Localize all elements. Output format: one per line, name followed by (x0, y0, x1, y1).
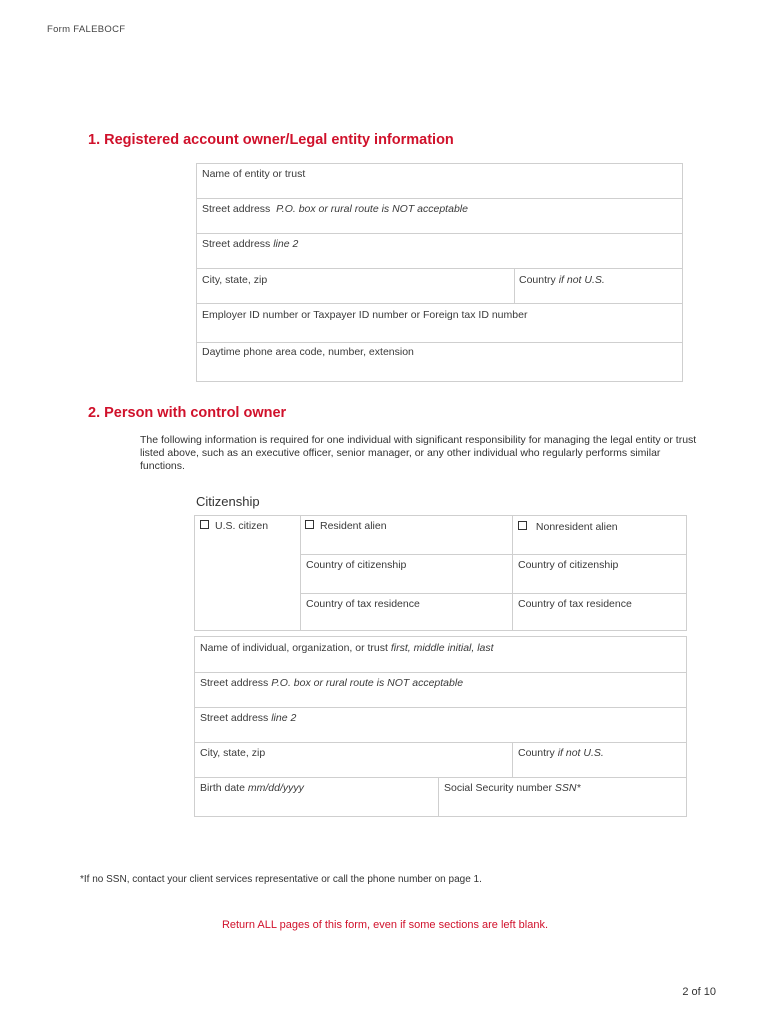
checkbox-icon[interactable] (518, 521, 527, 530)
entity-city-field[interactable]: City, state, zip (202, 274, 268, 286)
nonresident-tax-country-field[interactable]: Country of tax residence (518, 598, 632, 610)
divider (300, 593, 687, 594)
person-name-field[interactable]: Name of individual, organization, or trust first, middle initial, last (200, 642, 494, 654)
us-citizen-option[interactable]: U.S. citizen (200, 520, 268, 532)
entity-street-field[interactable]: Street address P.O. box or rural route is NOT acceptable (202, 203, 468, 215)
divider (194, 672, 687, 673)
section2-intro: The following information is required for one individual with significant responsibility for managing the legal entity or trust listed above, such as an executive officer, senior manager, or any other individual who regularly performs similar functions. (140, 434, 697, 472)
entity-street2-field[interactable]: Street address line 2 (202, 238, 299, 250)
entity-ein-field[interactable]: Employer ID number or Taxpayer ID number or Foreign tax ID number (202, 309, 528, 321)
nonresident-alien-option[interactable]: Nonresident alien (518, 521, 618, 533)
ssn-field[interactable]: Social Security number SSN* (444, 782, 581, 794)
divider (438, 777, 439, 817)
entity-name-field[interactable]: Name of entity or trust (202, 168, 306, 180)
page-number: 2 of 10 (682, 986, 716, 998)
return-note: Return ALL pages of this form, even if some sections are left blank. (221, 919, 549, 931)
entity-country-field[interactable]: Country if not U.S. (519, 274, 605, 286)
section1-title: 1. Registered account owner/Legal entity information (88, 132, 454, 148)
resident-tax-country-field[interactable]: Country of tax residence (306, 598, 420, 610)
divider (194, 777, 687, 778)
divider (512, 515, 513, 631)
citizenship-title: Citizenship (196, 494, 260, 509)
resident-citizenship-country-field[interactable]: Country of citizenship (306, 559, 407, 571)
form-id: Form FALEBOCF (47, 24, 126, 35)
person-street-field[interactable]: Street address P.O. box or rural route is NOT acceptable (200, 677, 464, 689)
checkbox-icon[interactable] (200, 520, 209, 529)
nonresident-citizenship-country-field[interactable]: Country of citizenship (518, 559, 619, 571)
divider (512, 742, 513, 777)
divider (196, 303, 683, 304)
birth-date-field[interactable]: Birth date mm/dd/yyyy (200, 782, 304, 794)
divider (514, 268, 515, 303)
ssn-footnote: *If no SSN, contact your client services representative or call the phone number on page 1. (80, 874, 482, 885)
divider (196, 198, 683, 199)
divider (194, 707, 687, 708)
divider (196, 268, 683, 269)
person-street2-field[interactable]: Street address line 2 (200, 712, 297, 724)
divider (196, 233, 683, 234)
divider (196, 342, 683, 343)
resident-alien-option[interactable]: Resident alien (305, 520, 387, 532)
section2-title: 2. Person with control owner (88, 405, 287, 421)
entity-phone-field[interactable]: Daytime phone area code, number, extension (202, 346, 414, 358)
divider (300, 515, 301, 631)
person-country-field[interactable]: Country if not U.S. (518, 747, 604, 759)
person-city-field[interactable]: City, state, zip (200, 747, 266, 759)
divider (300, 554, 687, 555)
divider (194, 742, 687, 743)
checkbox-icon[interactable] (305, 520, 314, 529)
